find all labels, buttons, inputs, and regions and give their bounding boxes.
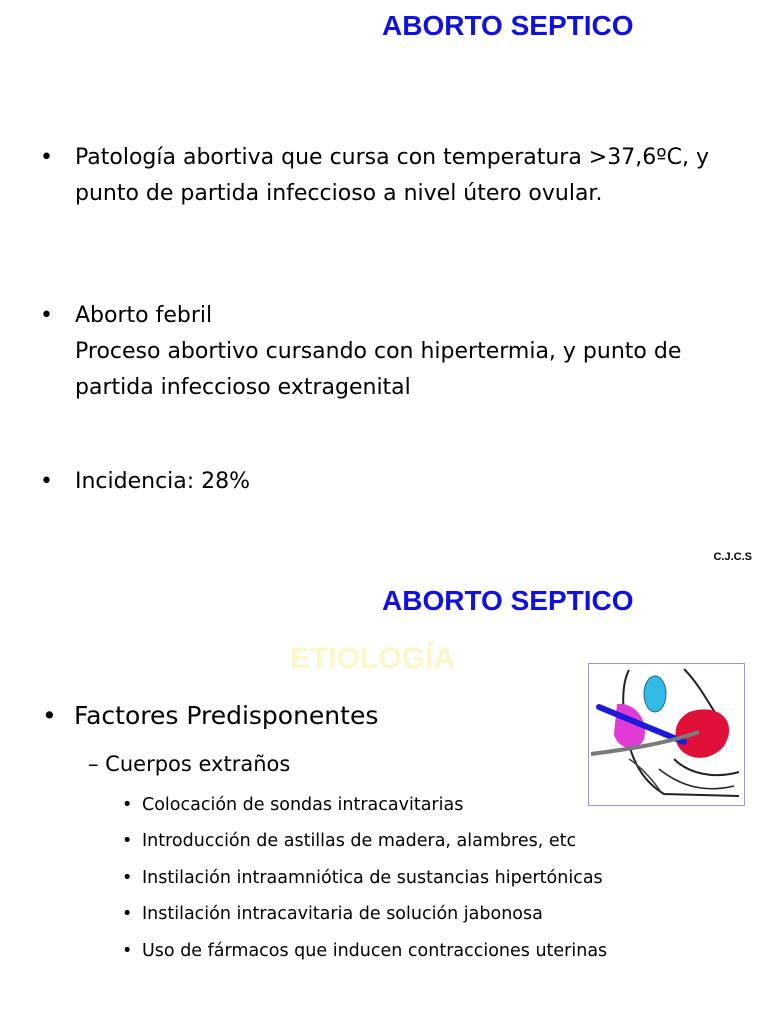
- level1-text: Factores Predisponentes: [74, 701, 379, 730]
- list-item: [122, 938, 607, 964]
- list-item: [122, 828, 576, 854]
- bullet-text: Patología abortiva que cursa con temperatura >37,6ºC, y punto de partida infeccioso a nivel útero ovular.: [75, 145, 709, 206]
- list-item: [122, 865, 603, 891]
- list-item-text: Introducción de astillas de madera, alambres, etc: [142, 831, 577, 851]
- bullet-marker: •: [122, 941, 133, 961]
- list-item-text: Instilación intracavitaria de solución jabonosa: [142, 904, 543, 924]
- list-item: [122, 901, 543, 927]
- bullet-marker: •: [122, 868, 133, 888]
- cuerpos-extranos: – Cuerpos extraños: [88, 752, 291, 776]
- uterine-catheter-illustration: [588, 663, 745, 806]
- slide-1-title: ABORTO SEPTICO: [382, 10, 634, 41]
- bullet-detail-text: Proceso abortivo cursando con hipertermia, y punto de partida infeccioso extragenital: [75, 339, 682, 400]
- bullet-text: Incidencia: 28%: [75, 469, 251, 494]
- list-item-text: Uso de fármacos que inducen contracciones uterinas: [142, 941, 608, 961]
- author-credit: C.J.C.S: [713, 551, 752, 563]
- list-item: [122, 792, 463, 818]
- slide-2: [0, 580, 768, 1024]
- bullet-marker: •: [122, 904, 133, 924]
- bullet-marker: •: [122, 795, 133, 815]
- bullet-incidencia: [40, 464, 740, 500]
- bullet-text: Aborto febril: [75, 303, 213, 328]
- factores-predisponentes: [42, 698, 378, 734]
- bullet-marker: •: [122, 831, 133, 851]
- list-item-text: Instilación intraamniótica de sustancias hipertónicas: [142, 868, 603, 888]
- uterine-catheter-icon: [589, 664, 744, 805]
- slide-2-title: ABORTO SEPTICO: [382, 585, 634, 616]
- bullet-marker: •: [40, 303, 53, 328]
- bullet-marker: •: [42, 701, 57, 730]
- bullet-marker: •: [40, 469, 53, 494]
- bullet-aborto-febril: [40, 298, 740, 406]
- list-item-text: Colocación de sondas intracavitarias: [142, 795, 464, 815]
- bullet-definition: [40, 140, 740, 212]
- bullet-marker: •: [40, 145, 53, 170]
- slide-2-subtitle: ETIOLOGÍA: [290, 642, 455, 675]
